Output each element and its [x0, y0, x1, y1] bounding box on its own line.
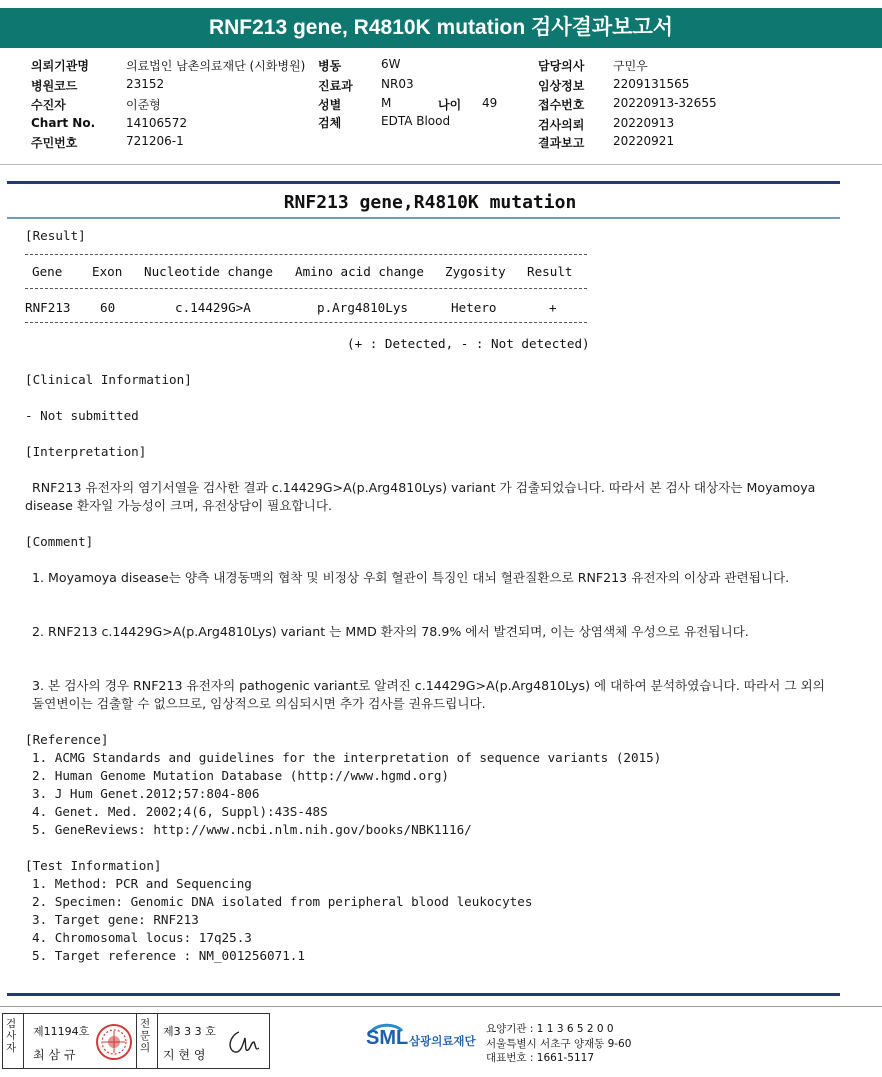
test-info-item: 1. Method: PCR and Sequencing [32, 876, 252, 891]
clinical-heading: [Clinical Information] [25, 372, 192, 387]
company-logo-text: SML [366, 1027, 409, 1049]
test-info-heading: [Test Information] [25, 858, 162, 873]
comment-item: 1. Moyamoya disease는 양측 내경동맥의 협착 및 비정상 우회 혈관이 특징인 대뇌 혈관질환으로 RNF213 유전자의 이상과 관련됩니다. [32, 570, 790, 585]
reference-heading: [Reference] [25, 732, 109, 747]
col-header-exon: Exon [92, 264, 123, 279]
table-rule-bottom [25, 322, 587, 323]
result-heading: [Result] [25, 228, 86, 243]
cell-gene: RNF213 [25, 300, 71, 315]
chart-no-label: Chart No. [31, 116, 96, 130]
comment-item: 3. 본 검사의 경우 RNF213 유전자의 pathogenic variant로 알려진 c.14429G>A(p.Arg4810Lys) 에 대하여 분석하였습니다. 따라서 그 외의 돌연변이는 검출할 수 없으므로, 임상적으로 의심되시면 추가 검사를 권유드립니다. [32, 678, 825, 711]
title-underline [7, 217, 840, 219]
age-value: 49 [482, 96, 498, 110]
specimen-value: EDTA Blood [381, 114, 451, 128]
sex-label: 성별 [318, 98, 342, 112]
tester-license: 제11194호 [33, 1025, 90, 1038]
department-value: NR03 [381, 77, 414, 91]
signature-box [2, 1013, 270, 1069]
footer-separator [0, 1006, 882, 1007]
cell-nucleotide: c.14429G>A [175, 300, 251, 315]
receipt-no-value: 20220913-32655 [613, 96, 717, 110]
report-title: RNF213 gene,R4810K mutation [283, 192, 577, 213]
comment-item: 2. RNF213 c.14429G>A(p.Arg4810Lys) variant 는 MMD 환자의 78.9% 에서 발견되며, 이는 상염색체 우성으로 유전됩니다. [32, 624, 749, 639]
report-top-rule [7, 181, 840, 184]
reference-item: 2. Human Genome Mutation Database (http://www.hgmd.org) [32, 768, 450, 783]
institution-label: 의뢰기관명 [31, 59, 89, 73]
col-header-nucleotide: Nucleotide change [144, 264, 273, 279]
table-rule-mid [25, 288, 587, 289]
report-bottom-rule [7, 993, 840, 996]
hospital-code-value: 23152 [126, 77, 165, 91]
test-info-item: 5. Target reference : NM_001256071.1 [32, 948, 305, 963]
specialist-license: 제3 3 3 호 [163, 1025, 216, 1038]
signature-icon [225, 1026, 265, 1058]
reference-item: 4. Genet. Med. 2002;4(6, Suppl):43S-48S [32, 804, 328, 819]
department-label: 진료과 [318, 79, 353, 93]
hospital-code-label: 병원코드 [31, 79, 78, 93]
cell-amino-acid: p.Arg4810Lys [317, 300, 408, 315]
seal-stamp-icon [95, 1023, 133, 1061]
col-header-zygosity: Zygosity [445, 264, 506, 279]
sex-value: M [381, 96, 392, 110]
cell-result: + [549, 300, 557, 315]
comment-heading: [Comment] [25, 534, 94, 549]
reference-item: 3. J Hum Genet.2012;57:804-806 [32, 786, 260, 801]
age-label: 나이 [438, 98, 462, 112]
patient-info-grid [0, 54, 882, 164]
cell-exon: 60 [100, 300, 116, 315]
col-header-amino-acid: Amino acid change [295, 264, 424, 279]
test-info-item: 2. Specimen: Genomic DNA isolated from peripheral blood leukocytes [32, 894, 533, 909]
patient-value: 이준형 [126, 98, 161, 112]
result-legend: (+ : Detected, - : Not detected) [347, 336, 590, 351]
company-name: 삼광의료재단 [409, 1034, 476, 1048]
cell-zygosity: Hetero [451, 300, 497, 315]
doctor-label: 담당의사 [538, 59, 585, 73]
report-banner-title: RNF213 gene, R4810K mutation 검사결과보고서 [0, 8, 882, 48]
box-divider [157, 1014, 158, 1068]
test-info-item: 3. Target gene: RNF213 [32, 912, 199, 927]
specimen-label: 검체 [318, 116, 342, 130]
company-address: 서울특별시 서초구 양재동 9-60 [486, 1038, 632, 1050]
ward-label: 병동 [318, 59, 342, 73]
resident-no-label: 주민번호 [31, 136, 78, 150]
box-divider [136, 1014, 137, 1068]
tester-label: 검사자 [6, 1018, 17, 1054]
patient-label: 수진자 [31, 98, 66, 112]
chart-no-value: 14106572 [126, 116, 188, 130]
specialist-label: 전문의 [140, 1018, 151, 1054]
request-date-label: 검사의뢰 [538, 118, 585, 132]
col-header-gene: Gene [32, 264, 63, 279]
care-code: 요양기관 : 1 1 3 6 5 2 0 0 [486, 1023, 614, 1035]
reference-item: 1. ACMG Standards and guidelines for the interpretation of sequence variants (2015) [32, 750, 662, 765]
report-date-label: 결과보고 [538, 136, 585, 150]
resident-no-value: 721206-1 [126, 134, 184, 148]
ward-value: 6W [381, 57, 401, 71]
institution-value: 의료법인 남촌의료재단 (시화병원) [126, 59, 306, 73]
interpretation-heading: [Interpretation] [25, 444, 147, 459]
info-separator [0, 164, 882, 165]
box-divider [23, 1014, 24, 1068]
reference-item: 5. GeneReviews: http://www.ncbi.nlm.nih.gov/books/NBK1116/ [32, 822, 472, 837]
table-rule-top [25, 254, 587, 255]
clinical-text: - Not submitted [25, 408, 139, 423]
clinical-info-value: 2209131565 [613, 77, 690, 91]
interpretation-text: RNF213 유전자의 염기서열을 검사한 결과 c.14429G>A(p.Arg4810Lys) variant 가 검출되었습니다. 따라서 본 검사 대상자는 Moyamoya disease 환자일 가능성이 크며, 유전상담이 필요합니다. [25, 480, 816, 513]
request-date-value: 20220913 [613, 116, 675, 130]
clinical-info-label: 임상정보 [538, 79, 585, 93]
test-info-item: 4. Chromosomal locus: 17q25.3 [32, 930, 252, 945]
tester-name: 최 삼 규 [33, 1048, 76, 1062]
col-header-result: Result [527, 264, 573, 279]
specialist-name: 지 현 영 [163, 1048, 206, 1062]
report-date-value: 20220921 [613, 134, 675, 148]
company-phone: 대표번호 : 1661-5117 [486, 1052, 595, 1064]
doctor-value: 구민우 [613, 59, 648, 73]
receipt-no-label: 접수번호 [538, 98, 585, 112]
